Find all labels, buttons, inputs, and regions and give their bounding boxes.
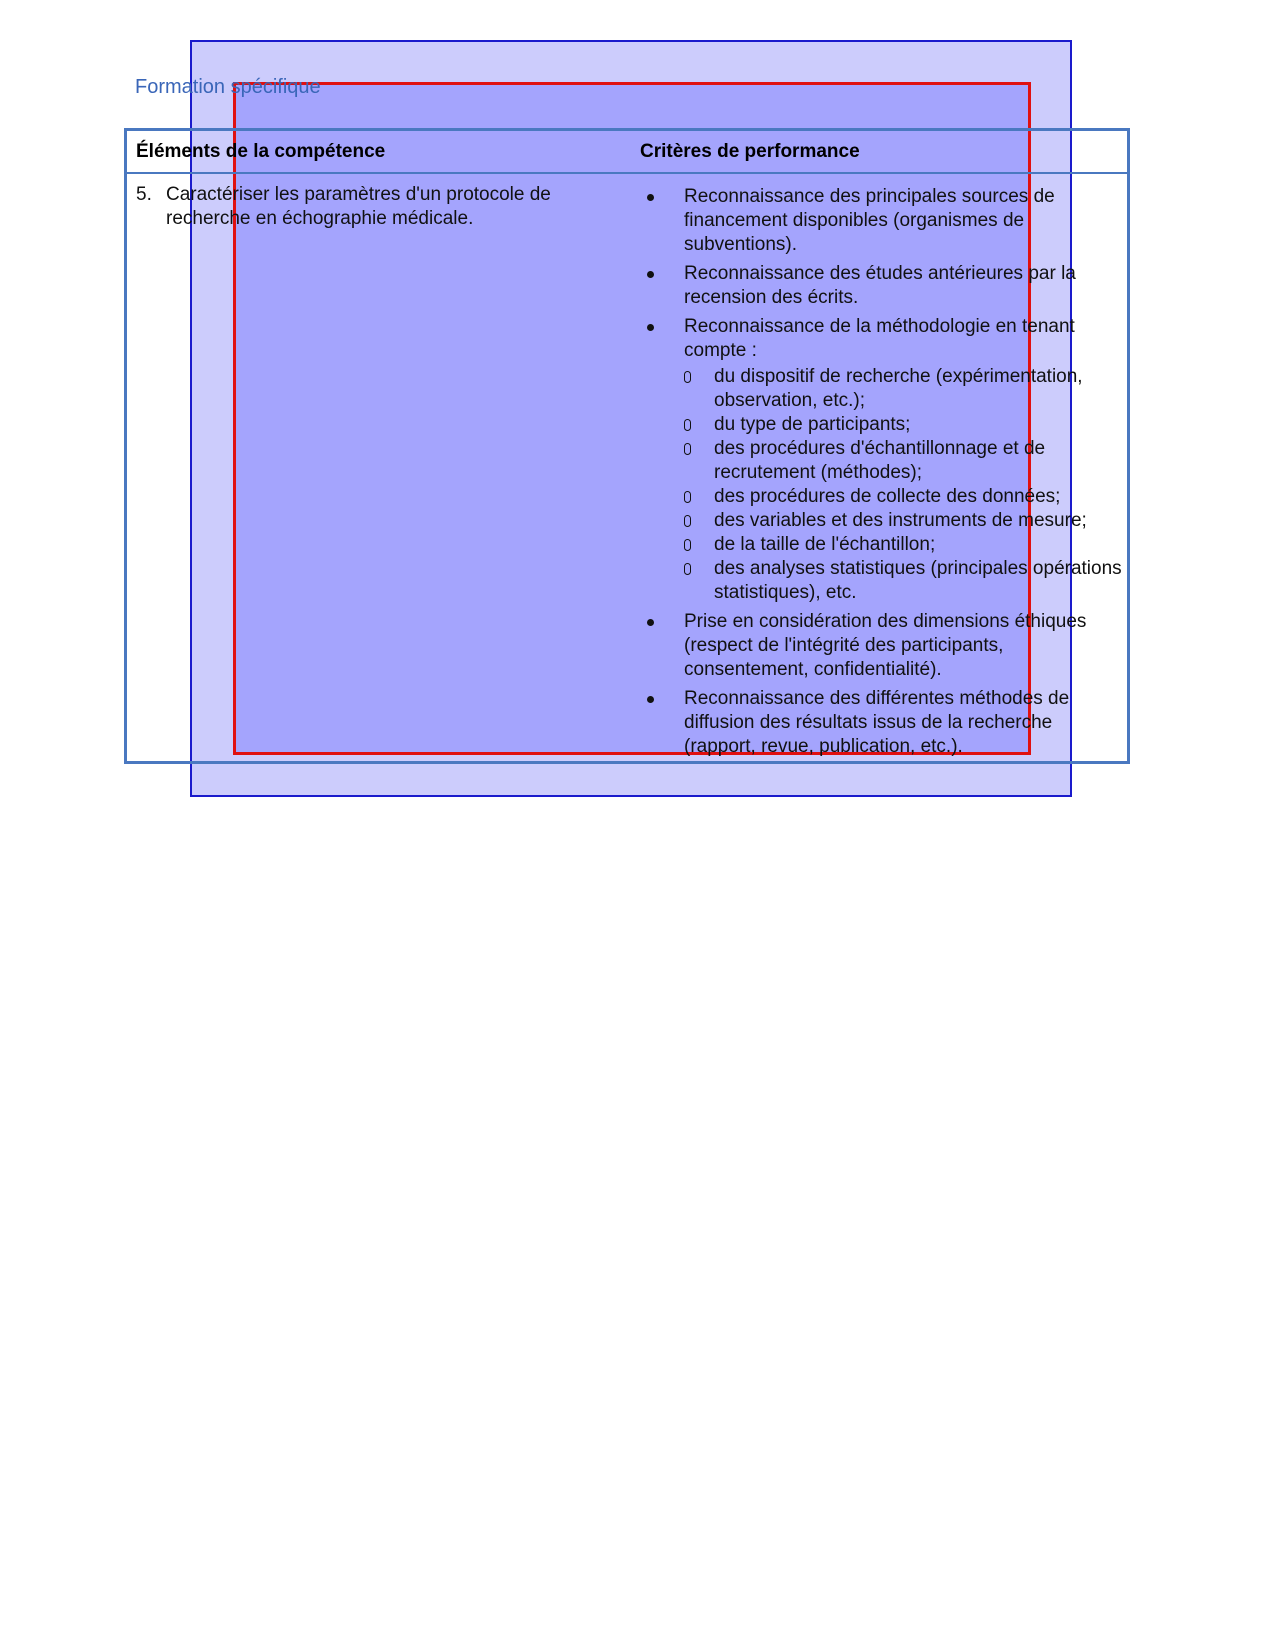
sub-criterion-text: des procédures de collecte des données; xyxy=(714,486,1061,507)
sub-criterion-item xyxy=(684,533,1127,557)
criterion-item xyxy=(647,610,1127,682)
criterion-item xyxy=(647,185,1127,257)
header-criteria: Critères de performance xyxy=(640,141,860,162)
table-header-row xyxy=(127,131,1127,174)
sub-criterion-text: des analyses statistiques (principales opérations statistiques), etc. xyxy=(714,558,1122,603)
sub-criterion-text: du dispositif de recherche (expérimentation, observation, etc.); xyxy=(714,366,1083,411)
bullet-icon xyxy=(647,194,654,201)
criterion-text: Reconnaissance de la méthodologie en tenant compte : xyxy=(684,316,1075,361)
element-text: Caractériser les paramètres d'un protocole de recherche en échographie médicale. xyxy=(166,184,551,229)
sub-criterion-item xyxy=(684,365,1127,413)
bullet-icon xyxy=(647,271,654,278)
bullet-icon xyxy=(647,696,654,703)
bullet-icon xyxy=(647,619,654,626)
criterion-item xyxy=(647,687,1127,759)
bullet-icon xyxy=(647,324,654,331)
criterion-text: Prise en considération des dimensions éthiques (respect de l'intégrité des participants, consentement, confidentialité). xyxy=(684,611,1087,680)
hollow-bullet-icon xyxy=(684,443,691,455)
hollow-bullet-icon xyxy=(684,563,691,575)
sub-criterion-text: de la taille de l'échantillon; xyxy=(714,534,936,555)
sub-criterion-text: des variables et des instruments de mesure; xyxy=(714,510,1087,531)
criterion-text: Reconnaissance des différentes méthodes de diffusion des résultats issus de la recherche (rapport, revue, publication, etc.). xyxy=(684,688,1070,757)
criterion-item xyxy=(647,315,1127,605)
criterion-item xyxy=(647,262,1127,310)
criterion-text: Reconnaissance des études antérieures par la recension des écrits. xyxy=(684,263,1076,308)
methodology-sublist xyxy=(684,365,1127,605)
sub-criterion-item xyxy=(684,509,1127,533)
sub-criterion-text: du type de participants; xyxy=(714,414,911,435)
sub-criterion-item xyxy=(684,437,1127,485)
header-elements: Éléments de la compétence xyxy=(136,141,386,162)
hollow-bullet-icon xyxy=(684,539,691,551)
competence-table xyxy=(124,128,1130,764)
hollow-bullet-icon xyxy=(684,515,691,527)
sub-criterion-item xyxy=(684,413,1127,437)
hollow-bullet-icon xyxy=(684,491,691,503)
sub-criterion-text: des procédures d'échantillonnage et de recrutement (méthodes); xyxy=(714,438,1046,483)
element-number: 5. xyxy=(136,184,152,205)
sub-criterion-item xyxy=(684,557,1127,605)
hollow-bullet-icon xyxy=(684,371,691,383)
element-cell xyxy=(136,183,616,231)
criteria-list xyxy=(647,185,1127,764)
hollow-bullet-icon xyxy=(684,419,691,431)
criterion-text: Reconnaissance des principales sources de financement disponibles (organismes de subventions). xyxy=(684,186,1055,255)
sub-criterion-item xyxy=(684,485,1127,509)
section-heading: Formation spécifique xyxy=(135,76,321,98)
